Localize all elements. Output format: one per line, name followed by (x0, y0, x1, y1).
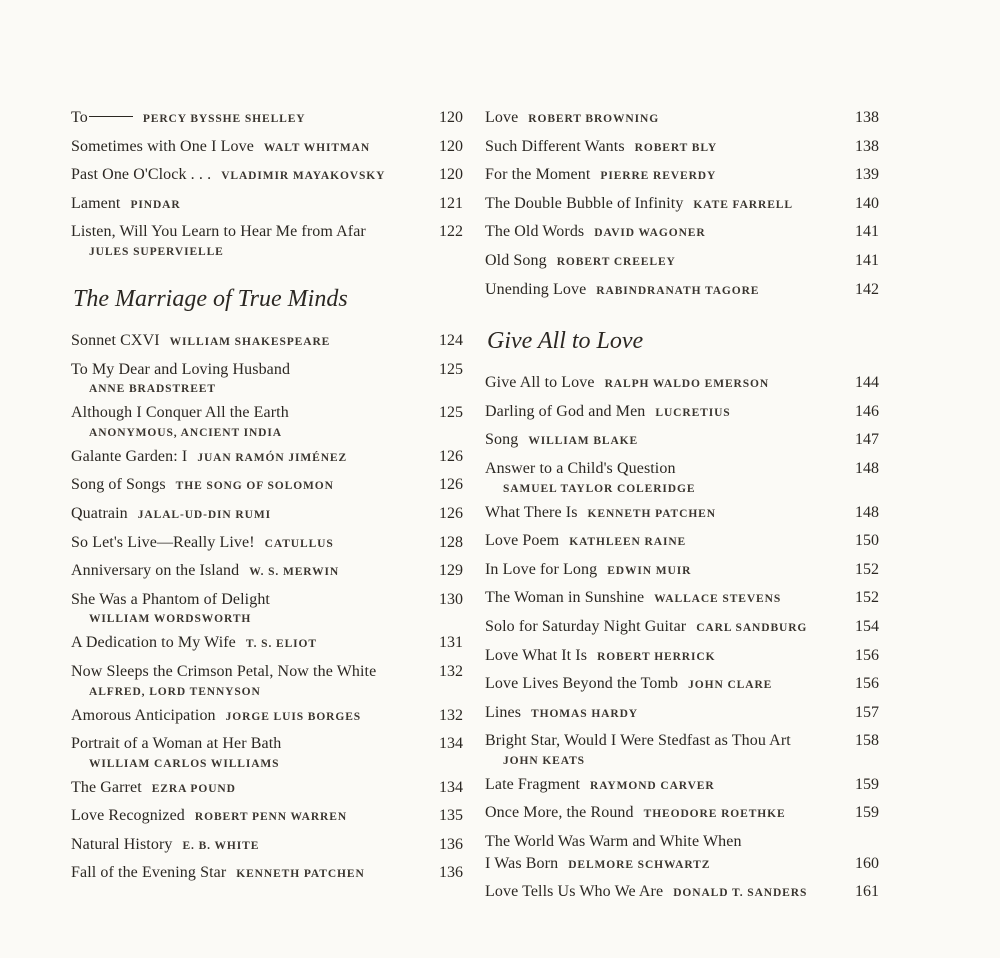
author-name: ROBERT BROWNING (528, 113, 660, 125)
toc-entry (71, 474, 463, 498)
poem-title: Love Lives Beyond the Tomb (485, 675, 679, 693)
page-number: 132 (439, 706, 463, 724)
poem-title: So Let's Live—Really Live! (71, 533, 255, 551)
title-dash (89, 116, 133, 117)
toc-entry (71, 330, 463, 354)
toc-entry (71, 136, 463, 160)
author-name: EDWIN MUIR (607, 564, 692, 577)
author-name: RAYMOND CARVER (590, 779, 715, 792)
page-number: 140 (855, 194, 879, 212)
author-name: RALPH WALDO EMERSON (604, 378, 770, 391)
poem-title: Sometimes with One I Love (71, 137, 254, 155)
toc-entry (71, 777, 463, 801)
toc-entry (485, 881, 879, 905)
author-name: PINDAR (130, 198, 181, 211)
toc-entry (485, 645, 879, 669)
toc-entry-line (485, 136, 833, 160)
page-number: 122 (439, 223, 463, 241)
poem-title: Solo for Saturday Night Guitar (485, 617, 687, 635)
author-name: DAVID WAGONER (594, 227, 706, 240)
page-number: 138 (855, 137, 879, 155)
author-name: JOHN KEATS (503, 754, 585, 767)
toc-entry (71, 503, 463, 527)
toc-entry (71, 221, 463, 260)
poem-title: Unending Love (485, 280, 587, 298)
toc-entry (485, 502, 879, 526)
toc-entry (485, 372, 879, 396)
toc-entry (71, 446, 463, 470)
page-number: 128 (439, 533, 463, 551)
author-name: JORGE LUIS BORGES (225, 710, 362, 723)
author-name: EZRA POUND (151, 782, 236, 795)
page-number: 152 (855, 560, 879, 578)
poem-title: Bright Star, Would I Were Stedfast as Thou Art (485, 732, 791, 750)
page-number: 147 (855, 431, 879, 449)
author-name: THOMAS HARDY (531, 707, 639, 720)
author-name: JULES SUPERVIELLE (89, 245, 224, 258)
poem-title: Answer to a Child's Question (485, 459, 676, 477)
author-name: CATULLUS (264, 537, 334, 550)
page-number: 139 (855, 166, 879, 184)
page-number: 126 (439, 476, 463, 494)
page-number: 156 (855, 646, 879, 664)
page-number: 120 (439, 166, 463, 184)
page-number: 146 (855, 402, 879, 420)
toc-entry-line (485, 401, 833, 425)
page-number: 125 (439, 404, 463, 422)
toc-entry (485, 587, 879, 611)
author-name: RABINDRANATH TAGORE (596, 284, 760, 297)
toc-entry (71, 560, 463, 584)
toc-entry (71, 733, 463, 772)
page-number: 141 (855, 251, 879, 269)
author-name: ROBERT HERRICK (597, 650, 716, 663)
author-name: JUAN RAMÓN JIMÉNEZ (197, 451, 348, 464)
poem-title: Old Song (485, 251, 547, 269)
page-number: 134 (439, 735, 463, 753)
toc-entry-line (71, 136, 417, 160)
toc-entry-line (485, 429, 833, 453)
poem-title: Love (485, 109, 519, 126)
page-number: 126 (439, 504, 463, 522)
page-number: 132 (439, 662, 463, 680)
toc-entry (485, 193, 879, 217)
toc-entry (485, 774, 879, 798)
toc-entry-line (485, 802, 833, 826)
page-number: 161 (855, 883, 879, 901)
poem-title: Portrait of a Woman at Her Bath (71, 735, 282, 753)
poem-title: The Double Bubble of Infinity (485, 194, 684, 212)
toc-entry-line (485, 616, 833, 640)
author-name: WILLIAM CARLOS WILLIAMS (89, 757, 280, 770)
left-top-entries (71, 107, 463, 260)
toc-entry-line (71, 359, 417, 381)
author-name: LUCRETIUS (655, 406, 731, 419)
section-title-give-all-to-love: Give All to Love (487, 328, 644, 355)
page-number: 136 (439, 864, 463, 882)
author-name: DONALD T. SANDERS (673, 887, 808, 900)
toc-entry-line (71, 503, 417, 527)
author-name: WILLIAM WORDSWORTH (89, 613, 252, 626)
page-number: 136 (439, 835, 463, 853)
toc-entry (485, 401, 879, 425)
toc-entry-line (71, 474, 417, 498)
toc-entry-line (485, 107, 833, 131)
left-section-entries (71, 330, 463, 886)
toc-entry (71, 632, 463, 656)
toc-entry (485, 616, 879, 640)
toc-entry-line (485, 730, 833, 752)
toc-entry (71, 193, 463, 217)
author-name: WALLACE STEVENS (654, 593, 782, 606)
toc-entry-line (485, 279, 833, 303)
page-number: 124 (439, 331, 463, 349)
toc-entry-line (71, 330, 417, 354)
toc-entry (71, 107, 463, 131)
author-name: JOHN CLARE (688, 679, 773, 692)
toc-entry-line (71, 705, 417, 729)
page-number: 125 (439, 360, 463, 378)
author-name: ANNE BRADSTREET (89, 383, 216, 396)
right-top-entries (485, 107, 879, 302)
toc-entry-line (71, 834, 417, 858)
toc-entry (485, 250, 879, 274)
page-number: 144 (855, 374, 879, 392)
toc-entry-line (485, 164, 833, 188)
right-section-entries (485, 372, 879, 905)
poem-title: Late Fragment (485, 775, 581, 793)
author-name: T. S. ELIOT (245, 638, 317, 651)
toc-entry-line (71, 632, 417, 656)
toc-entry-line (485, 673, 833, 697)
toc-entry-line (485, 221, 833, 245)
page-number: 159 (855, 775, 879, 793)
author-name: ROBERT PENN WARREN (194, 811, 348, 824)
toc-entry (71, 661, 463, 700)
author-name: ANONYMOUS, ANCIENT INDIA (89, 426, 282, 439)
page-number: 141 (855, 223, 879, 241)
page-number: 135 (439, 807, 463, 825)
toc-entry (485, 136, 879, 160)
author-name: ROBERT CREELEY (556, 255, 676, 268)
page-number: 159 (855, 804, 879, 822)
toc-entry-line (71, 661, 417, 683)
toc-entry-line (485, 881, 833, 905)
toc-entry-line (71, 733, 417, 755)
page-number: 120 (439, 137, 463, 155)
poem-title: Amorous Anticipation (71, 706, 216, 724)
toc-entry-line (71, 589, 417, 611)
author-name: THEODORE ROETHKE (643, 808, 786, 821)
poem-title: Listen, Will You Learn to Hear Me from Afar (71, 223, 366, 241)
poem-title: The Old Words (485, 223, 585, 241)
page-number: 120 (439, 109, 463, 126)
toc-entry (71, 532, 463, 556)
toc-entry (71, 359, 463, 398)
toc-entry-line (71, 107, 417, 131)
page-number: 160 (855, 854, 879, 872)
poem-title: Fall of the Evening Star (71, 864, 227, 882)
toc-entry-line (485, 831, 833, 853)
author-name: KATE FARRELL (693, 198, 793, 211)
toc-entry-line (485, 372, 833, 396)
toc-entry (71, 164, 463, 188)
poem-title: Galante Garden: I (71, 447, 188, 465)
toc-entry-line (485, 587, 833, 611)
poem-title: What There Is (485, 503, 578, 521)
poem-title: Once More, the Round (485, 804, 634, 822)
toc-entry (485, 831, 879, 876)
poem-title: Natural History (71, 835, 173, 853)
page-number: 148 (855, 459, 879, 477)
poem-title: Darling of God and Men (485, 402, 646, 420)
poem-title: Love Recognized (71, 807, 185, 825)
author-name: PERCY BYSSHE SHELLEY (142, 113, 306, 125)
toc-entry (485, 429, 879, 453)
page-number: 156 (855, 675, 879, 693)
toc-entry-line (485, 702, 833, 726)
author-name: ROBERT BLY (634, 141, 718, 154)
toc-entry (485, 730, 879, 769)
poem-title: Give All to Love (485, 374, 595, 392)
toc-entry-line (71, 777, 417, 801)
toc-entry-line (71, 862, 417, 886)
author-name: WALT WHITMAN (263, 141, 371, 154)
toc-entry (71, 862, 463, 886)
toc-entry (485, 164, 879, 188)
toc-entry-line (71, 446, 417, 470)
page-number: 134 (439, 778, 463, 796)
toc-entry (71, 705, 463, 729)
author-name: ALFRED, LORD TENNYSON (89, 685, 261, 698)
poem-title: Such Different Wants (485, 137, 625, 155)
page-number: 148 (855, 503, 879, 521)
left-column (71, 107, 463, 891)
poem-title: The Garret (71, 778, 142, 796)
poem-title: Quatrain (71, 504, 128, 522)
poem-title: Love Tells Us Who We Are (485, 883, 664, 901)
toc-entry-line (485, 502, 833, 526)
page-number: 130 (439, 590, 463, 608)
toc-entry-line (71, 164, 417, 188)
author-name: PIERRE REVERDY (600, 170, 717, 183)
toc-entry-line (71, 532, 417, 556)
toc-entry (71, 805, 463, 829)
poem-title: For the Moment (485, 166, 591, 184)
poem-title: Anniversary on the Island (71, 562, 240, 580)
toc-entry-line (71, 193, 417, 217)
toc-entry-line (485, 774, 833, 798)
page-number: 126 (439, 447, 463, 465)
page-number: 142 (855, 280, 879, 298)
page-number: 154 (855, 617, 879, 635)
toc-entry (485, 530, 879, 554)
poem-title: Love Poem (485, 532, 560, 550)
toc-entry (485, 702, 879, 726)
toc-entry (485, 279, 879, 303)
page-number: 150 (855, 532, 879, 550)
toc-entry-line (485, 853, 833, 877)
poem-title: To (71, 109, 88, 126)
author-name: CARL SANDBURG (696, 621, 808, 634)
author-name: W. S. MERWIN (249, 566, 340, 579)
poem-title: Love What It Is (485, 646, 588, 664)
poem-title: She Was a Phantom of Delight (71, 590, 270, 608)
author-name: THE SONG OF SOLOMON (175, 480, 334, 493)
author-name: WILLIAM BLAKE (528, 435, 639, 448)
poem-title: Song (485, 431, 519, 449)
toc-entry-line (71, 221, 417, 243)
author-name: E. B. WHITE (182, 839, 260, 852)
toc-entry-line (485, 458, 833, 480)
page-number: 158 (855, 732, 879, 750)
toc-entry (485, 458, 879, 497)
right-column (485, 107, 879, 910)
toc-entry-line (485, 559, 833, 583)
poem-title: Sonnet CXVI (71, 331, 160, 349)
poem-title: Now Sleeps the Crimson Petal, Now the White (71, 662, 377, 680)
poem-title: In Love for Long (485, 560, 598, 578)
toc-entry-line (71, 805, 417, 829)
toc-entry-line (485, 530, 833, 554)
poem-title: Lament (71, 194, 121, 212)
poem-title: To My Dear and Loving Husband (71, 360, 291, 378)
toc-entry (71, 834, 463, 858)
toc-entry (485, 107, 879, 131)
toc-entry-line (71, 560, 417, 584)
author-name: SAMUEL TAYLOR COLERIDGE (503, 482, 696, 495)
author-name: DELMORE SCHWARTZ (568, 858, 711, 871)
toc-entry-line (485, 645, 833, 669)
author-name: KATHLEEN RAINE (569, 536, 687, 549)
section-title-marriage-of-true-minds: The Marriage of True Minds (73, 285, 348, 312)
author-name: KENNETH PATCHEN (587, 507, 716, 520)
toc-entry (71, 402, 463, 441)
page-number: 131 (439, 634, 463, 652)
toc-entry (485, 559, 879, 583)
poem-title: A Dedication to My Wife (71, 634, 236, 652)
poem-title: The World Was Warm and White When (485, 833, 742, 851)
page-number: 138 (855, 109, 879, 126)
toc-entry-line (485, 250, 833, 274)
toc-entry (485, 802, 879, 826)
poem-title: Past One O'Clock . . . (71, 166, 212, 184)
poem-title: The Woman in Sunshine (485, 589, 645, 607)
toc-entry (485, 221, 879, 245)
page-number: 157 (855, 703, 879, 721)
author-name: KENNETH PATCHEN (236, 868, 365, 881)
page-number: 121 (439, 194, 463, 212)
poem-title: Although I Conquer All the Earth (71, 404, 289, 422)
author-name: VLADIMIR MAYAKOVSKY (221, 170, 386, 183)
author-name: JALAL-UD-DIN RUMI (137, 508, 271, 521)
toc-entry-line (71, 402, 417, 424)
toc-entry (485, 673, 879, 697)
toc-entry (71, 589, 463, 628)
page-number: 129 (439, 562, 463, 580)
page-number: 152 (855, 589, 879, 607)
poem-title: Lines (485, 703, 522, 721)
author-name: WILLIAM SHAKESPEARE (169, 335, 331, 348)
toc-entry-line (485, 193, 833, 217)
poem-title: Song of Songs (71, 476, 166, 494)
poem-title-continued: I Was Born (485, 854, 559, 872)
